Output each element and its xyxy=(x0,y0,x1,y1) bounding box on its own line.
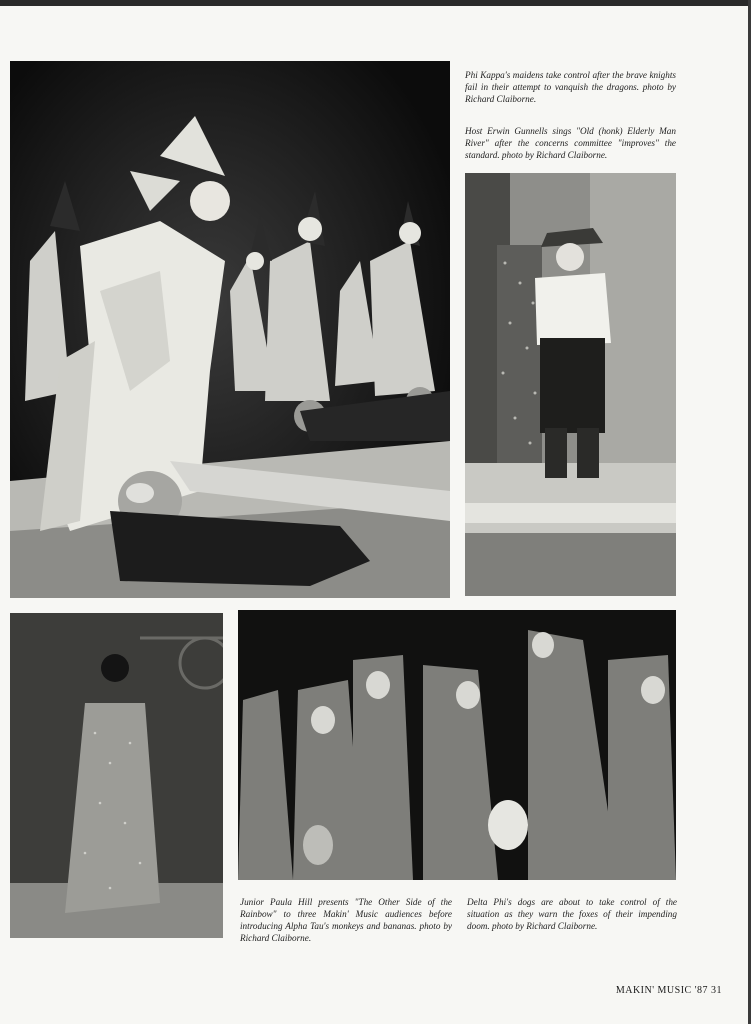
caption-paula-hill: Junior Paula Hill presents "The Other Side of the Rainbow" to three Makin' Music audiences before introducing Alpha Tau's monkeys and bananas. photo by Richard Claiborne. xyxy=(240,897,452,943)
photo-paula-hill xyxy=(10,613,223,938)
photo-maidens-and-knights xyxy=(10,61,450,598)
caption-delta-phi-dogs: Delta Phi's dogs are about to take control of the situation as they warn the foxes of their impending doom. photo by Richard Claiborne. xyxy=(467,897,677,931)
photo-delta-phi-dogs xyxy=(238,610,676,880)
photo-host-erwin-gunnells xyxy=(465,173,676,596)
page-folio: MAKIN' MUSIC '87 31 xyxy=(615,985,722,996)
caption-host-singer: Host Erwin Gunnells sings "Old (honk) Elderly Man River" after the concerns committee "improves" the standard. photo by Richard Claiborne. xyxy=(465,126,676,160)
page-top-edge xyxy=(0,0,751,6)
caption-maidens-and-knights: Phi Kappa's maidens take control after the brave knights fail in their attempt to vanquish the dragons. photo by Richard Claiborne. xyxy=(465,70,676,104)
